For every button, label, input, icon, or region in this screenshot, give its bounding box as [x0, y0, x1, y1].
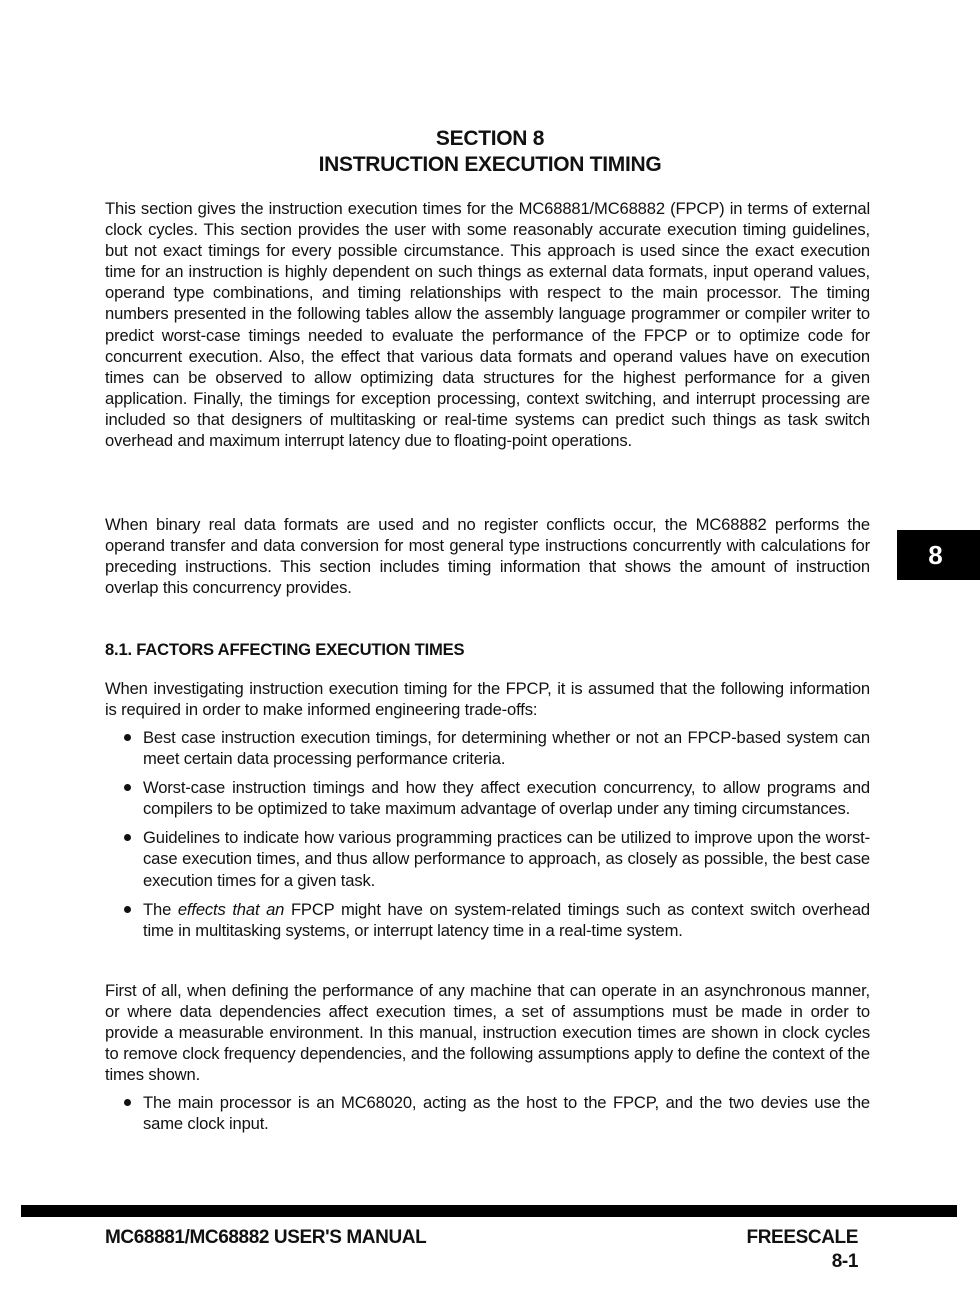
list-item-text: Worst-case instruction timings and how they affect execution concurrency, to allow programs and compilers to be optimized to take maximum advantage of overlap under any timing circumstances. [143, 778, 870, 819]
intro-paragraph-1: This section gives the instruction execution times for the MC68881/MC68882 (FPCP) in terms of external clock cycles. This section provides the user with some reasonably accurate execution timing guidelines, but not exact timings for every possible circumstance. This approach is used since the exact execution time for an instruction is highly dependent on such things as external data formats, input operand values, operand type combinations, and timing relationships with respect to the main processor. The timing numbers presented in the following tables allow the assembly language programmer or compiler writer to predict worst-case timings needed to evaluate the performance of the FPCP or to optimize code for concurrent execution. Also, the effect that various data formats and operand values have on execution times can be observed to allow optimizing data structures for the highest performance for a given application. Finally, the timings for exception processing, context switching, and interrupt processing are included so that designers of multitasking or real-time systems can predict such things as task switch overhead and maximum interrupt latency due to floating-point operations. [105, 199, 870, 451]
subsection-intro-paragraph: When investigating instruction execution timing for the FPCP, it is assumed that the following information is required in order to make informed engineering trade-offs: [105, 679, 870, 720]
list-item-text: The main processor is an MC68020, acting as the host to the FPCP, and the two devies use the same clock input. [143, 1093, 870, 1134]
bullet-icon [124, 906, 131, 913]
intro-paragraph-2: When binary real data formats are used and no register conflicts occur, the MC68882 performs the operand transfer and data conversion for most general type instructions concurrently with calculations for preceding instructions. This section includes timing information that shows the amount of instruction overlap this concurrency provides. [105, 515, 870, 598]
footer-publisher: FREESCALE [746, 1227, 858, 1248]
section-number-title: SECTION 8 [435, 127, 545, 150]
footer-right-block [747, 1226, 858, 1274]
list-item-text-italic: effects that an [177, 899, 285, 919]
list-item-text-start: The [143, 899, 178, 919]
list-item-text: Best case instruction execution timings, for determining whether or not an FPCP-based system can meet certain data processing performance criteria. [143, 728, 870, 769]
list-item-text: Guidelines to indicate how various programming practices can be utilized to improve upon the worst-case execution times, and thus allow performance to approach, as closely as possible, the best case execution times for a given task. [143, 828, 870, 890]
bullet-icon [124, 784, 131, 791]
list-item [105, 777, 870, 819]
assumptions-paragraph: First of all, when defining the performance of any machine that can operate in an asynchronous manner, or where data dependencies affect execution times, a set of assumptions must be made in order to provide a measurable environment. In this manual, instruction execution times are shown in clock cycles to remove clock frequency dependencies, and the following assumptions apply to define the context of the times shown. [105, 981, 870, 1085]
factors-bullet-list [105, 727, 870, 941]
list-item [105, 1092, 870, 1134]
footer-rule [21, 1205, 957, 1217]
footer-manual-title: MC68881/MC68882 USER'S MANUAL [105, 1227, 427, 1248]
section-thumb-tab: 8 [897, 530, 980, 580]
list-item [105, 827, 870, 890]
assumptions-bullet-list [105, 1092, 870, 1134]
bullet-icon [124, 1099, 131, 1106]
page-number: 8-1 [831, 1251, 858, 1272]
list-item [105, 899, 870, 941]
section-title: INSTRUCTION EXECUTION TIMING [318, 153, 662, 176]
subsection-heading: 8.1. FACTORS AFFECTING EXECUTION TIMES [105, 640, 465, 659]
list-item-text-end: FPCP might have on system-related timings such as context switch overhead time in multitasking systems, or interrupt latency time in a real-time system. [143, 899, 870, 940]
list-item [105, 727, 870, 769]
bullet-icon [124, 834, 131, 841]
bullet-icon [124, 734, 131, 741]
